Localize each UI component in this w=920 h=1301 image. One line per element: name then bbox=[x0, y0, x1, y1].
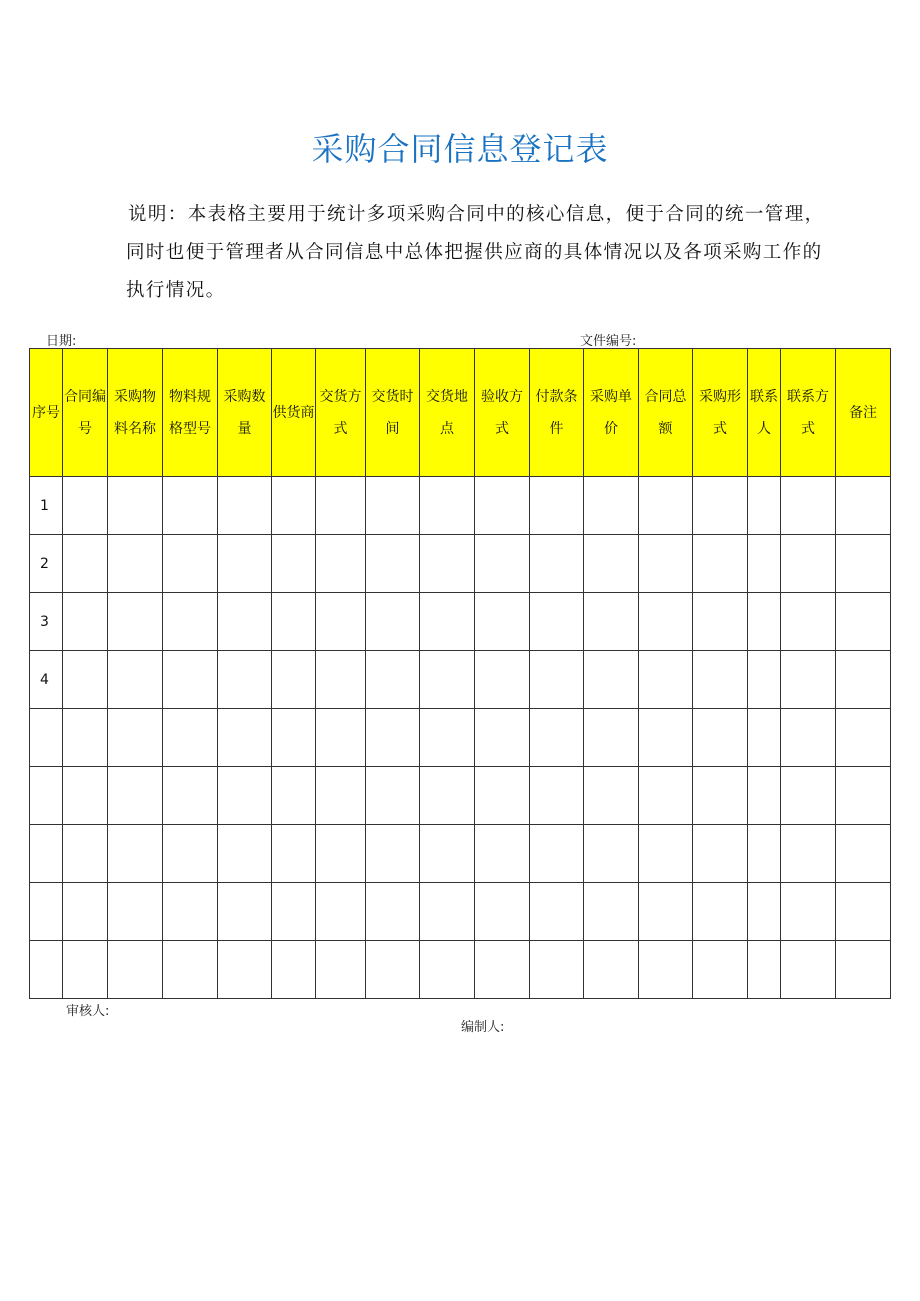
table-cell[interactable] bbox=[781, 709, 836, 767]
table-cell[interactable] bbox=[366, 535, 420, 593]
table-cell[interactable] bbox=[163, 709, 218, 767]
table-cell[interactable] bbox=[420, 535, 475, 593]
table-cell[interactable] bbox=[781, 941, 836, 999]
table-cell[interactable] bbox=[530, 941, 584, 999]
table-row bbox=[30, 825, 891, 883]
table-cell[interactable] bbox=[584, 883, 639, 941]
column-header: 备注 bbox=[836, 349, 891, 477]
table-cell[interactable] bbox=[108, 651, 163, 709]
table-row bbox=[30, 941, 891, 999]
table-cell[interactable] bbox=[530, 767, 584, 825]
table-cell[interactable] bbox=[475, 767, 530, 825]
table-cell[interactable] bbox=[316, 709, 366, 767]
table-cell[interactable] bbox=[163, 535, 218, 593]
table-cell[interactable] bbox=[163, 477, 218, 535]
table-cell[interactable] bbox=[748, 535, 781, 593]
table-cell[interactable] bbox=[366, 709, 420, 767]
table-cell[interactable] bbox=[272, 883, 316, 941]
table-cell[interactable] bbox=[366, 883, 420, 941]
column-header: 交货方式 bbox=[316, 349, 366, 477]
table-cell[interactable] bbox=[366, 767, 420, 825]
table-cell[interactable] bbox=[584, 941, 639, 999]
table-cell[interactable] bbox=[218, 825, 272, 883]
table-cell[interactable] bbox=[108, 767, 163, 825]
table-cell[interactable] bbox=[584, 535, 639, 593]
table-cell[interactable] bbox=[639, 593, 693, 651]
column-header: 联系人 bbox=[748, 349, 781, 477]
table-cell[interactable] bbox=[420, 477, 475, 535]
table-cell[interactable] bbox=[366, 593, 420, 651]
table-row bbox=[30, 767, 891, 825]
table-cell[interactable] bbox=[475, 825, 530, 883]
table-cell[interactable] bbox=[530, 825, 584, 883]
table-cell[interactable] bbox=[218, 709, 272, 767]
table-cell[interactable] bbox=[218, 593, 272, 651]
table-cell[interactable] bbox=[639, 883, 693, 941]
table-cell[interactable] bbox=[272, 535, 316, 593]
table-cell[interactable] bbox=[316, 593, 366, 651]
table-cell[interactable] bbox=[420, 941, 475, 999]
row-index-cell[interactable]: 2 bbox=[30, 535, 63, 593]
table-cell[interactable] bbox=[163, 941, 218, 999]
table-cell[interactable] bbox=[781, 883, 836, 941]
column-header: 验收方式 bbox=[475, 349, 530, 477]
table-cell[interactable] bbox=[584, 593, 639, 651]
table-cell[interactable] bbox=[272, 477, 316, 535]
date-label: 日期: bbox=[46, 334, 77, 349]
table-cell[interactable] bbox=[420, 709, 475, 767]
table-cell[interactable] bbox=[272, 593, 316, 651]
column-header: 交货时间 bbox=[366, 349, 420, 477]
table-cell[interactable] bbox=[584, 477, 639, 535]
table-cell[interactable] bbox=[272, 825, 316, 883]
table-cell[interactable] bbox=[781, 767, 836, 825]
table-cell[interactable] bbox=[836, 883, 891, 941]
table-cell[interactable] bbox=[748, 825, 781, 883]
column-header: 合同编号 bbox=[63, 349, 108, 477]
table-row bbox=[30, 709, 891, 767]
table-cell[interactable] bbox=[420, 825, 475, 883]
table-cell[interactable] bbox=[108, 709, 163, 767]
table-cell[interactable] bbox=[693, 825, 748, 883]
table-cell[interactable] bbox=[693, 535, 748, 593]
table-cell[interactable] bbox=[63, 883, 108, 941]
table-cell[interactable] bbox=[108, 535, 163, 593]
row-index-cell[interactable]: 4 bbox=[30, 651, 63, 709]
table-cell[interactable] bbox=[781, 651, 836, 709]
table-cell[interactable] bbox=[63, 593, 108, 651]
table-cell[interactable] bbox=[272, 941, 316, 999]
table-cell[interactable] bbox=[530, 477, 584, 535]
column-header: 采购物料名称 bbox=[108, 349, 163, 477]
table-cell[interactable] bbox=[530, 593, 584, 651]
table-cell[interactable] bbox=[63, 825, 108, 883]
row-index-cell[interactable] bbox=[30, 825, 63, 883]
table-cell[interactable] bbox=[218, 767, 272, 825]
table-cell[interactable] bbox=[530, 709, 584, 767]
table-cell[interactable] bbox=[693, 651, 748, 709]
doc-number-label: 文件编号: bbox=[580, 334, 637, 349]
table-cell[interactable] bbox=[420, 767, 475, 825]
table-cell[interactable] bbox=[475, 883, 530, 941]
table-cell[interactable] bbox=[366, 825, 420, 883]
table-cell[interactable] bbox=[639, 709, 693, 767]
table-row bbox=[30, 535, 891, 593]
table-cell[interactable] bbox=[781, 535, 836, 593]
table-cell[interactable] bbox=[748, 883, 781, 941]
table-cell[interactable] bbox=[584, 767, 639, 825]
table-cell[interactable] bbox=[218, 477, 272, 535]
column-header: 交货地点 bbox=[420, 349, 475, 477]
table-cell[interactable] bbox=[639, 651, 693, 709]
table-cell[interactable] bbox=[836, 941, 891, 999]
table-cell[interactable] bbox=[748, 477, 781, 535]
row-index-cell[interactable]: 1 bbox=[30, 477, 63, 535]
description-line-2: 同时也便于管理者从合同信息中总体把握供应商的具体情况以及各项采购工作的 bbox=[126, 242, 823, 263]
description-line-3: 执行情况。 bbox=[126, 280, 226, 301]
table-cell[interactable] bbox=[218, 883, 272, 941]
table-cell[interactable] bbox=[475, 941, 530, 999]
table-cell[interactable] bbox=[108, 593, 163, 651]
table-cell[interactable] bbox=[63, 651, 108, 709]
table-cell[interactable] bbox=[781, 825, 836, 883]
column-header: 合同总额 bbox=[639, 349, 693, 477]
row-index-cell[interactable] bbox=[30, 709, 63, 767]
table-cell[interactable] bbox=[639, 825, 693, 883]
table-cell[interactable] bbox=[420, 651, 475, 709]
table-cell[interactable] bbox=[108, 477, 163, 535]
column-header: 联系方式 bbox=[781, 349, 836, 477]
table-cell[interactable] bbox=[639, 477, 693, 535]
row-index-cell[interactable]: 3 bbox=[30, 593, 63, 651]
table-row bbox=[30, 651, 891, 709]
table-cell[interactable] bbox=[748, 767, 781, 825]
table-cell[interactable] bbox=[218, 535, 272, 593]
table-cell[interactable] bbox=[836, 593, 891, 651]
table-cell[interactable] bbox=[639, 941, 693, 999]
table-cell[interactable] bbox=[108, 941, 163, 999]
table-cell[interactable] bbox=[475, 709, 530, 767]
table-cell[interactable] bbox=[781, 593, 836, 651]
reviewer-label: 审核人: bbox=[66, 1004, 110, 1019]
table-cell[interactable] bbox=[366, 941, 420, 999]
row-index-cell[interactable] bbox=[30, 941, 63, 999]
page-title: 采购合同信息登记表 bbox=[311, 130, 609, 168]
table-cell[interactable] bbox=[836, 535, 891, 593]
table-cell[interactable] bbox=[836, 651, 891, 709]
table-cell[interactable] bbox=[475, 651, 530, 709]
contract-table bbox=[29, 348, 891, 999]
table-cell[interactable] bbox=[584, 825, 639, 883]
column-header: 物料规格型号 bbox=[163, 349, 218, 477]
table-cell[interactable] bbox=[693, 883, 748, 941]
table-cell[interactable] bbox=[63, 767, 108, 825]
table-cell[interactable] bbox=[693, 593, 748, 651]
table-cell[interactable] bbox=[693, 709, 748, 767]
table-cell[interactable] bbox=[748, 709, 781, 767]
editor-label: 编制人: bbox=[461, 1020, 505, 1035]
table-cell[interactable] bbox=[584, 709, 639, 767]
description-line-1: 说明：本表格主要用于统计多项采购合同中的核心信息，便于合同的统一管理， bbox=[128, 204, 825, 225]
header-row bbox=[30, 349, 891, 477]
row-index-cell[interactable] bbox=[30, 767, 63, 825]
table-body bbox=[30, 477, 891, 999]
table-cell[interactable] bbox=[163, 651, 218, 709]
table-cell[interactable] bbox=[163, 825, 218, 883]
table-cell[interactable] bbox=[420, 593, 475, 651]
table-cell[interactable] bbox=[530, 883, 584, 941]
table-cell[interactable] bbox=[316, 825, 366, 883]
table-cell[interactable] bbox=[475, 477, 530, 535]
table-cell[interactable] bbox=[420, 883, 475, 941]
table-cell[interactable] bbox=[218, 941, 272, 999]
column-header: 采购数量 bbox=[218, 349, 272, 477]
table-cell[interactable] bbox=[316, 535, 366, 593]
column-header: 采购形式 bbox=[693, 349, 748, 477]
table-row bbox=[30, 593, 891, 651]
table-cell[interactable] bbox=[836, 477, 891, 535]
table-cell[interactable] bbox=[639, 535, 693, 593]
table-cell[interactable] bbox=[366, 651, 420, 709]
table-cell[interactable] bbox=[316, 767, 366, 825]
table-cell[interactable] bbox=[316, 651, 366, 709]
table-cell[interactable] bbox=[475, 593, 530, 651]
row-index-cell[interactable] bbox=[30, 883, 63, 941]
table-cell[interactable] bbox=[475, 535, 530, 593]
table-cell[interactable] bbox=[366, 477, 420, 535]
table-cell[interactable] bbox=[63, 709, 108, 767]
table-cell[interactable] bbox=[748, 651, 781, 709]
table-cell[interactable] bbox=[639, 767, 693, 825]
table-cell[interactable] bbox=[316, 883, 366, 941]
column-header: 采购单价 bbox=[584, 349, 639, 477]
table-cell[interactable] bbox=[272, 767, 316, 825]
table-cell[interactable] bbox=[836, 709, 891, 767]
table-cell[interactable] bbox=[163, 767, 218, 825]
table-cell[interactable] bbox=[63, 535, 108, 593]
table-cell[interactable] bbox=[108, 883, 163, 941]
table-cell[interactable] bbox=[163, 593, 218, 651]
table-cell[interactable] bbox=[63, 477, 108, 535]
table-cell[interactable] bbox=[781, 477, 836, 535]
table-cell[interactable] bbox=[748, 593, 781, 651]
table-cell[interactable] bbox=[163, 883, 218, 941]
table-cell[interactable] bbox=[836, 767, 891, 825]
table-cell[interactable] bbox=[108, 825, 163, 883]
table-cell[interactable] bbox=[530, 535, 584, 593]
table-cell[interactable] bbox=[693, 941, 748, 999]
description bbox=[128, 196, 898, 310]
table-cell[interactable] bbox=[316, 941, 366, 999]
table-cell[interactable] bbox=[836, 825, 891, 883]
table-cell[interactable] bbox=[63, 941, 108, 999]
column-header: 序号 bbox=[30, 349, 63, 477]
table-cell[interactable] bbox=[530, 651, 584, 709]
table-cell[interactable] bbox=[693, 767, 748, 825]
column-header: 供货商 bbox=[272, 349, 316, 477]
column-header: 付款条件 bbox=[530, 349, 584, 477]
table-row bbox=[30, 477, 891, 535]
table-cell[interactable] bbox=[584, 651, 639, 709]
table-row bbox=[30, 883, 891, 941]
table-cell[interactable] bbox=[272, 651, 316, 709]
table-cell[interactable] bbox=[218, 651, 272, 709]
table-cell[interactable] bbox=[748, 941, 781, 999]
table-cell[interactable] bbox=[693, 477, 748, 535]
table-cell[interactable] bbox=[316, 477, 366, 535]
table-cell[interactable] bbox=[272, 709, 316, 767]
